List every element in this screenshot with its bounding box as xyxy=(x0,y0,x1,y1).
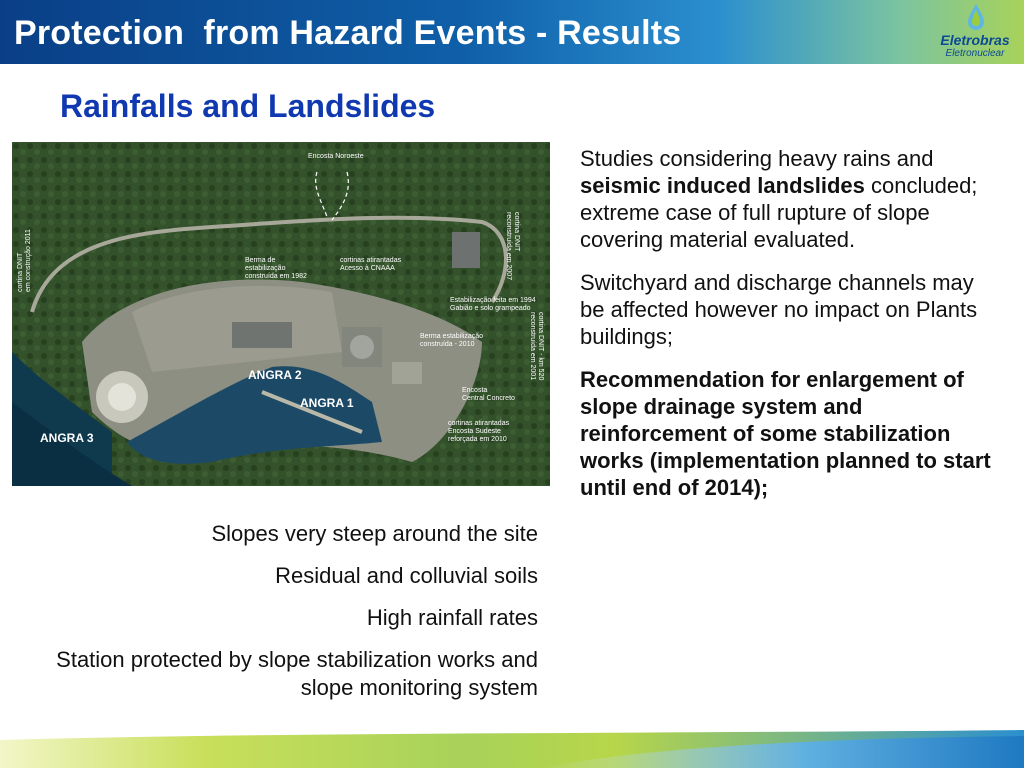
aerial-site-photo xyxy=(12,142,550,486)
label-cortina-dnit-top-1: cortina DNIT xyxy=(513,212,520,252)
label-encosta-cc-1: Encosta xyxy=(462,387,488,394)
list-item: High rainfall rates xyxy=(366,605,538,630)
title-bar xyxy=(0,0,1024,64)
label-cortina-dnit-km-1: cortina DNIT - km 520 xyxy=(537,312,544,381)
findings-paragraph-1 xyxy=(580,145,1000,253)
label-angra-3: ANGRA 3 xyxy=(40,431,94,445)
label-berma-1: Berma de xyxy=(245,257,276,264)
list-item: Station protected by slope stabilization works and slope monitoring system xyxy=(56,647,538,700)
label-cortina-dnit-top-2: reconstruída em 2007 xyxy=(505,212,512,281)
label-sudeste-3: reforçada em 2010 xyxy=(448,436,507,443)
label-cortina-dnit-km-2: reconstruída em 2001 xyxy=(529,312,536,381)
findings-paragraph-2: Switchyard and discharge channels may be affected however no impact on Plants buildings; xyxy=(580,270,978,349)
label-berma-r-1: Berma estabilização xyxy=(420,333,484,340)
left-bullet-list xyxy=(40,520,538,716)
label-berma-3: construída em 1982 xyxy=(245,273,307,280)
label-sudeste-1: cortinas atirantadas xyxy=(448,420,510,427)
recommendation-paragraph: Recommendation for enlargement of slope drainage system and reinforcement of some stabilization works (implementation planned to start until end of 2014); xyxy=(580,367,991,500)
slide-title: Protection from Hazard Events - Results xyxy=(14,14,682,52)
section-heading: Rainfalls and Landslides xyxy=(60,88,436,124)
drop-icon xyxy=(966,2,986,32)
logo-name: Eletrobras xyxy=(940,32,1010,48)
label-encosta-noroeste: Encosta Noroeste xyxy=(308,153,364,160)
label-berma-2: estabilização xyxy=(245,265,286,272)
p1-text-c: concluded; extreme case of full rupture of slope covering material evaluated. xyxy=(580,173,978,252)
label-cortinas-acesso-1: cortinas atirantadas xyxy=(340,257,402,264)
logo-subname: Eletronuclear xyxy=(945,48,1005,59)
label-cortina-dnit-left-1: cortina DNIT xyxy=(17,252,24,292)
footer-decoration xyxy=(0,728,1024,768)
p1-text-bold: seismic induced landslides xyxy=(580,173,865,198)
eletrobras-logo xyxy=(932,2,1018,62)
label-berma-r-2: construída - 2010 xyxy=(420,341,475,348)
label-angra-1: ANGRA 1 xyxy=(300,396,354,410)
findings-text xyxy=(580,145,1000,517)
label-angra-2: ANGRA 2 xyxy=(248,368,302,382)
list-item: Residual and colluvial soils xyxy=(275,563,538,588)
label-sudeste-2: Encosta Sudeste xyxy=(448,428,501,435)
label-estab-1: Estabilização feita em 1994 xyxy=(450,297,536,304)
label-cortinas-acesso-2: Acesso à CNAAA xyxy=(340,265,395,272)
label-encosta-cc-2: Central Concreto xyxy=(462,395,515,402)
label-cortina-dnit-left-2: em construção 2011 xyxy=(25,229,32,292)
label-estab-2: Gabião e solo grampeado xyxy=(450,305,531,312)
p1-text-a: Studies considering heavy rains and xyxy=(580,146,934,171)
list-item: Slopes very steep around the site xyxy=(211,521,538,546)
